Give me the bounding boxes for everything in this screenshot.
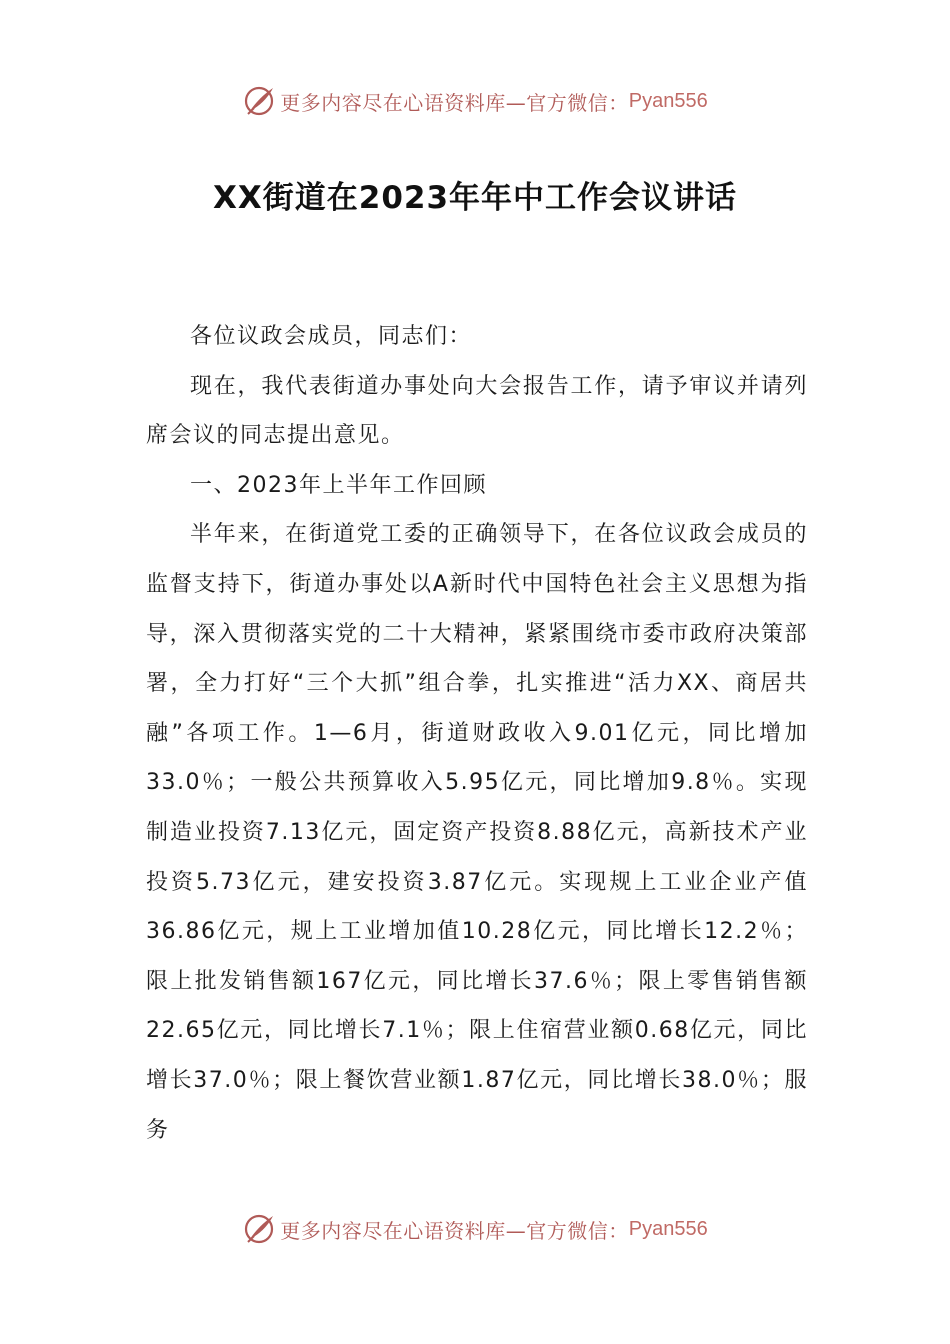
watermark-wechat-id: Pyan556 <box>628 89 708 112</box>
body-paragraph: 半年来，在街道党工委的正确领导下，在各位议政会成员的监督支持下，街道办事处以A新时代中国特色社会主义思想为指导，深入贯彻落实党的二十大精神，紧紧围绕市委市政府决策部署，全力打好“三个大抓”组合拳，扎实推进“活力XX、商居共融”各项工作。1—6月，街道财政收入9.01亿元，同比增加33.0％；一般公共预算收入5.95亿元，同比增加9.8％。实现制造业投资7.13亿元，固定资产投资8.88亿元，高新技术产业投资5.73亿元，建安投资3.87亿元。实现规上工业企业产值36.86亿元，规上工业增加值10.28亿元，同比增长12.2％；限上批发销售额167亿元，同比增长37.6％；限上零售销售额22.65亿元，同比增长7.1％；限上住宿营业额0.68亿元，同比增长37.0％；限上餐饮营业额1.87亿元，同比增长38.0％；服务 <box>146 522 808 1143</box>
salutation: 各位议政会成员，同志们： <box>190 324 473 349</box>
watermark-text: 更多内容尽在心语资料库—官方微信： <box>280 1218 629 1243</box>
document-title: XX街道在2023年年中工作会议讲话 <box>212 180 738 216</box>
intro-paragraph: 现在，我代表街道办事处向大会报告工作，请予审议并请列席会议的同志提出意见。 <box>146 373 808 449</box>
document-body <box>146 312 808 1155</box>
watermark-header <box>0 84 950 118</box>
quill-logo-icon <box>242 84 276 118</box>
watermark-text: 更多内容尽在心语资料库—官方微信： <box>280 90 629 115</box>
watermark-wechat-id: Pyan556 <box>628 1217 708 1240</box>
section-heading: 一、2023年上半年工作回顾 <box>190 472 487 498</box>
quill-logo-icon <box>242 1212 276 1246</box>
watermark-footer <box>0 1212 950 1246</box>
